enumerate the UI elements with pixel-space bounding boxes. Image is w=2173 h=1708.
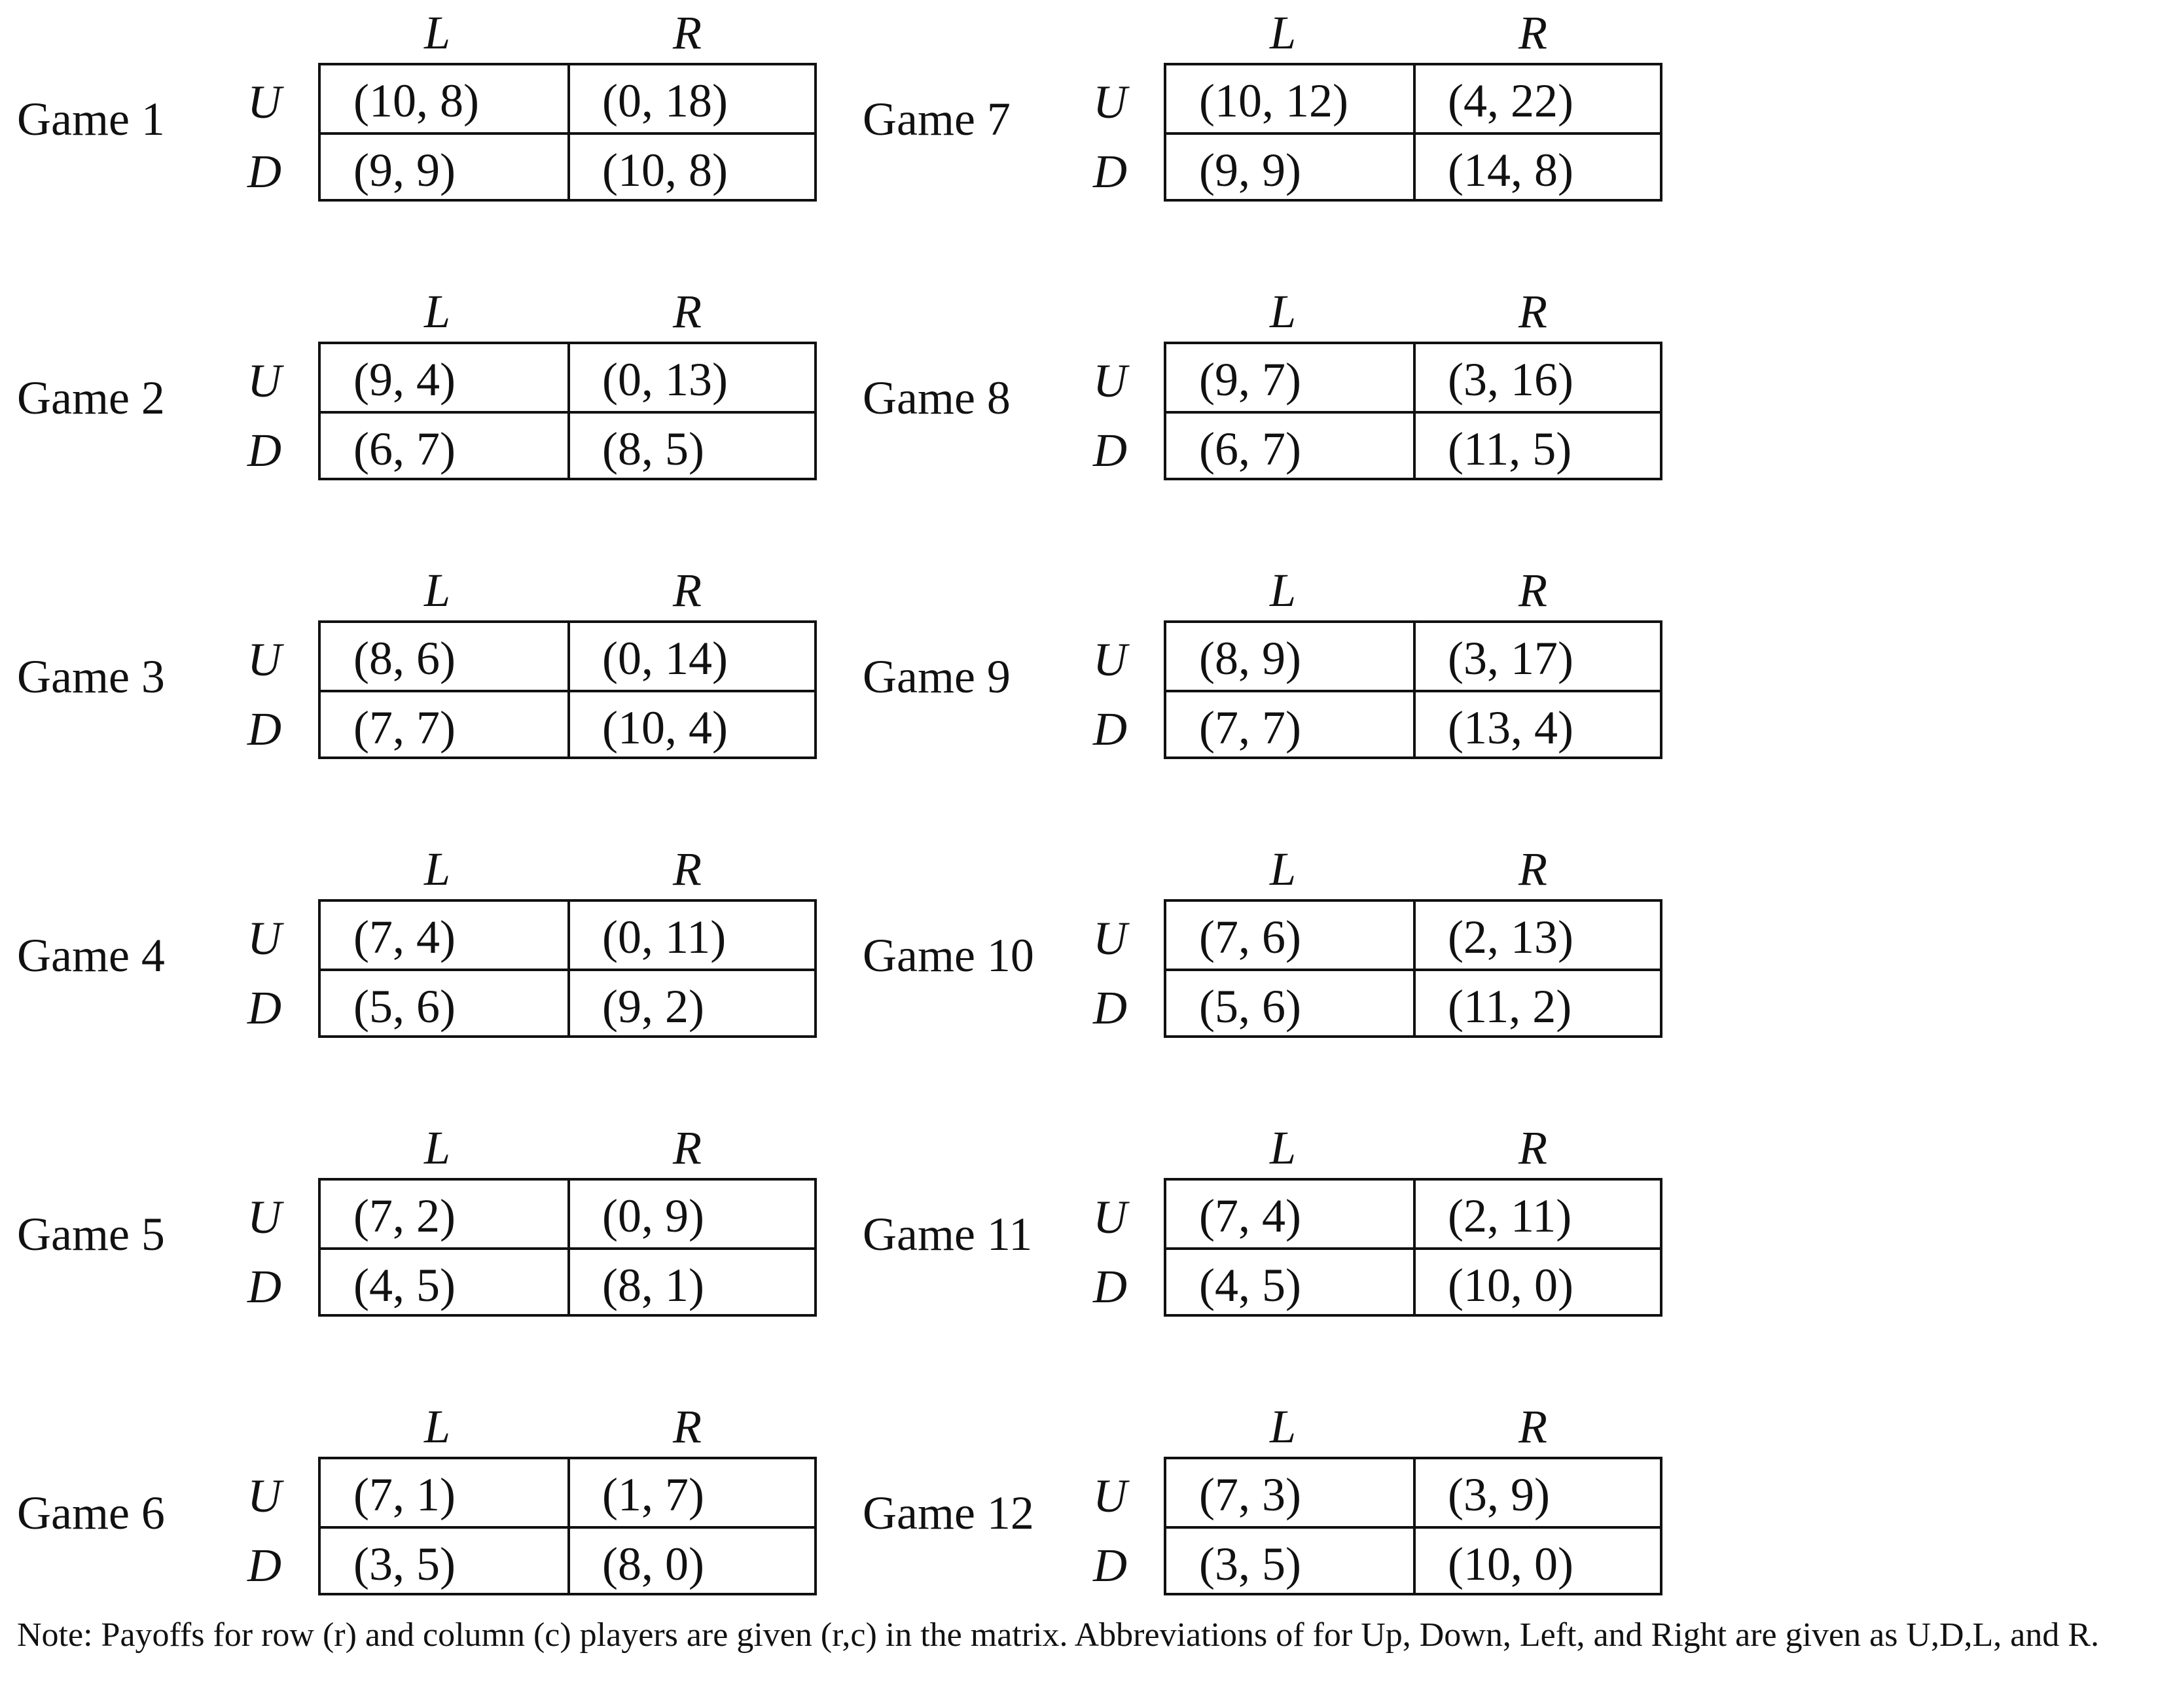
matrix-column-divider bbox=[567, 902, 570, 1035]
payoff-cell-d-r: (11, 5) bbox=[1448, 423, 1572, 475]
payoff-matrix bbox=[318, 342, 817, 480]
game-9 bbox=[863, 558, 1714, 774]
matrix-column-divider bbox=[1413, 902, 1416, 1035]
payoff-cell-d-r: (10, 8) bbox=[602, 144, 728, 196]
game-label: Game 11 bbox=[863, 1208, 1033, 1260]
column-label-r: R bbox=[1518, 843, 1547, 895]
row-label-d: D bbox=[247, 424, 281, 476]
payoff-matrix bbox=[1164, 342, 1662, 480]
row-label-d: D bbox=[1093, 982, 1127, 1034]
column-label-l: L bbox=[1270, 285, 1297, 338]
row-label-d: D bbox=[247, 982, 281, 1034]
column-label-r: R bbox=[1518, 285, 1547, 338]
matrix-column-divider bbox=[1413, 65, 1416, 199]
row-label-u: U bbox=[1093, 1191, 1127, 1243]
row-label-u: U bbox=[1093, 912, 1127, 965]
payoff-cell-u-r: (3, 9) bbox=[1448, 1468, 1550, 1521]
payoff-cell-d-r: (8, 1) bbox=[602, 1259, 704, 1311]
payoff-cell-u-l: (7, 6) bbox=[1199, 911, 1301, 963]
matrix-column-divider bbox=[1413, 1181, 1416, 1314]
column-label-l: L bbox=[424, 1400, 451, 1453]
matrix-column-divider bbox=[567, 623, 570, 756]
payoff-matrix bbox=[1164, 899, 1662, 1038]
matrix-column-divider bbox=[567, 65, 570, 199]
game-label: Game 3 bbox=[17, 650, 165, 703]
column-label-r: R bbox=[1518, 564, 1547, 616]
payoff-matrix bbox=[318, 899, 817, 1038]
payoff-cell-u-l: (8, 9) bbox=[1199, 632, 1301, 685]
row-label-d: D bbox=[1093, 1260, 1127, 1313]
payoff-cell-d-l: (4, 5) bbox=[1199, 1259, 1301, 1311]
payoff-cell-d-r: (9, 2) bbox=[602, 980, 704, 1033]
payoff-cell-u-r: (3, 16) bbox=[1448, 353, 1573, 406]
payoff-matrix bbox=[1164, 63, 1662, 202]
payoff-cell-d-l: (7, 7) bbox=[353, 702, 456, 754]
payoff-cell-u-l: (10, 12) bbox=[1199, 75, 1348, 127]
matrix-column-divider bbox=[1413, 1459, 1416, 1593]
row-label-d: D bbox=[247, 703, 281, 755]
payoff-cell-u-r: (2, 11) bbox=[1448, 1190, 1572, 1242]
payoff-matrix bbox=[1164, 1457, 1662, 1595]
column-label-l: L bbox=[424, 285, 451, 338]
column-label-l: L bbox=[424, 7, 451, 59]
column-label-l: L bbox=[1270, 1400, 1297, 1453]
payoff-cell-d-r: (10, 0) bbox=[1448, 1538, 1573, 1590]
matrix-column-divider bbox=[567, 1459, 570, 1593]
payoff-matrix bbox=[318, 63, 817, 202]
payoff-cell-d-l: (6, 7) bbox=[353, 423, 456, 475]
column-label-r: R bbox=[673, 1400, 702, 1453]
payoff-cell-d-l: (3, 5) bbox=[353, 1538, 456, 1590]
payoff-cell-u-l: (7, 4) bbox=[353, 911, 456, 963]
game-4 bbox=[17, 836, 868, 1052]
row-label-u: U bbox=[247, 912, 281, 965]
matrix-column-divider bbox=[1413, 623, 1416, 756]
payoff-cell-u-r: (4, 22) bbox=[1448, 75, 1573, 127]
payoff-cell-u-l: (7, 2) bbox=[353, 1190, 456, 1242]
column-label-l: L bbox=[1270, 843, 1297, 895]
game-label: Game 8 bbox=[863, 372, 1011, 424]
figure-note: Note: Payoffs for row (r) and column (c) players are given (r,c) in the matrix. Abbreviations of for Up, Down, Left, and Right are given as U,D,L, and R. bbox=[17, 1616, 2100, 1654]
column-label-r: R bbox=[1518, 7, 1547, 59]
payoff-cell-d-l: (4, 5) bbox=[353, 1259, 456, 1311]
column-label-r: R bbox=[1518, 1400, 1547, 1453]
game-label: Game 12 bbox=[863, 1487, 1034, 1539]
row-label-u: U bbox=[247, 1470, 281, 1522]
row-label-u: U bbox=[247, 633, 281, 686]
column-label-r: R bbox=[673, 7, 702, 59]
game-8 bbox=[863, 279, 1714, 495]
payoff-cell-u-r: (2, 13) bbox=[1448, 911, 1573, 963]
column-label-r: R bbox=[673, 564, 702, 616]
payoff-cell-d-r: (8, 0) bbox=[602, 1538, 704, 1590]
payoff-cell-u-r: (0, 11) bbox=[602, 911, 727, 963]
game-label: Game 10 bbox=[863, 929, 1034, 982]
matrix-column-divider bbox=[567, 1181, 570, 1314]
game-3 bbox=[17, 558, 868, 774]
payoff-cell-d-r: (10, 0) bbox=[1448, 1259, 1573, 1311]
row-label-u: U bbox=[1093, 76, 1127, 128]
game-11 bbox=[863, 1115, 1714, 1331]
payoff-matrix bbox=[318, 1178, 817, 1317]
game-label: Game 7 bbox=[863, 93, 1011, 145]
payoff-cell-u-l: (7, 3) bbox=[1199, 1468, 1301, 1521]
column-label-r: R bbox=[673, 285, 702, 338]
row-label-d: D bbox=[1093, 424, 1127, 476]
payoff-matrix bbox=[1164, 620, 1662, 759]
payoff-cell-d-l: (9, 9) bbox=[1199, 144, 1301, 196]
game-6 bbox=[17, 1394, 868, 1610]
payoff-cell-d-l: (5, 6) bbox=[1199, 980, 1301, 1033]
row-label-d: D bbox=[247, 145, 281, 198]
column-label-l: L bbox=[424, 564, 451, 616]
payoff-cell-u-r: (0, 13) bbox=[602, 353, 728, 406]
column-label-r: R bbox=[1518, 1122, 1547, 1174]
matrix-column-divider bbox=[1413, 344, 1416, 478]
payoff-cell-d-r: (10, 4) bbox=[602, 702, 728, 754]
game-label: Game 5 bbox=[17, 1208, 165, 1260]
game-1 bbox=[17, 0, 868, 216]
row-label-u: U bbox=[1093, 633, 1127, 686]
payoff-cell-d-r: (8, 5) bbox=[602, 423, 704, 475]
payoff-cell-u-l: (9, 4) bbox=[353, 353, 456, 406]
row-label-d: D bbox=[247, 1539, 281, 1592]
row-label-d: D bbox=[1093, 145, 1127, 198]
column-label-l: L bbox=[424, 1122, 451, 1174]
payoff-cell-u-r: (0, 14) bbox=[602, 632, 728, 685]
column-label-r: R bbox=[673, 843, 702, 895]
payoff-cell-d-r: (11, 2) bbox=[1448, 980, 1572, 1033]
game-label: Game 2 bbox=[17, 372, 165, 424]
row-label-u: U bbox=[1093, 1470, 1127, 1522]
column-label-l: L bbox=[1270, 7, 1297, 59]
payoff-matrix bbox=[318, 620, 817, 759]
row-label-u: U bbox=[247, 76, 281, 128]
game-2 bbox=[17, 279, 868, 495]
payoff-cell-d-l: (3, 5) bbox=[1199, 1538, 1301, 1590]
payoff-cell-u-l: (7, 1) bbox=[353, 1468, 456, 1521]
payoff-cell-u-l: (8, 6) bbox=[353, 632, 456, 685]
payoff-cell-u-r: (0, 9) bbox=[602, 1190, 704, 1242]
game-label: Game 4 bbox=[17, 929, 165, 982]
row-label-u: U bbox=[247, 355, 281, 407]
row-label-u: U bbox=[1093, 355, 1127, 407]
payoff-cell-d-l: (7, 7) bbox=[1199, 702, 1301, 754]
row-label-u: U bbox=[247, 1191, 281, 1243]
game-5 bbox=[17, 1115, 868, 1331]
column-label-l: L bbox=[1270, 564, 1297, 616]
payoff-cell-u-l: (7, 4) bbox=[1199, 1190, 1301, 1242]
row-label-d: D bbox=[247, 1260, 281, 1313]
column-label-r: R bbox=[673, 1122, 702, 1174]
game-label: Game 9 bbox=[863, 650, 1011, 703]
payoff-cell-u-r: (1, 7) bbox=[602, 1468, 704, 1521]
game-12 bbox=[863, 1394, 1714, 1610]
payoff-cell-d-l: (6, 7) bbox=[1199, 423, 1301, 475]
payoff-cell-d-l: (5, 6) bbox=[353, 980, 456, 1033]
payoff-cell-u-r: (0, 18) bbox=[602, 75, 728, 127]
game-label: Game 6 bbox=[17, 1487, 165, 1539]
column-label-l: L bbox=[424, 843, 451, 895]
payoff-matrix bbox=[1164, 1178, 1662, 1317]
payoff-cell-d-r: (14, 8) bbox=[1448, 144, 1573, 196]
payoff-matrix bbox=[318, 1457, 817, 1595]
payoff-cell-u-l: (9, 7) bbox=[1199, 353, 1301, 406]
matrix-column-divider bbox=[567, 344, 570, 478]
payoff-cell-d-r: (13, 4) bbox=[1448, 702, 1573, 754]
payoff-cell-u-r: (3, 17) bbox=[1448, 632, 1573, 685]
payoff-cell-d-l: (9, 9) bbox=[353, 144, 456, 196]
payoff-cell-u-l: (10, 8) bbox=[353, 75, 479, 127]
row-label-d: D bbox=[1093, 703, 1127, 755]
game-10 bbox=[863, 836, 1714, 1052]
game-label: Game 1 bbox=[17, 93, 165, 145]
row-label-d: D bbox=[1093, 1539, 1127, 1592]
column-label-l: L bbox=[1270, 1122, 1297, 1174]
game-7 bbox=[863, 0, 1714, 216]
